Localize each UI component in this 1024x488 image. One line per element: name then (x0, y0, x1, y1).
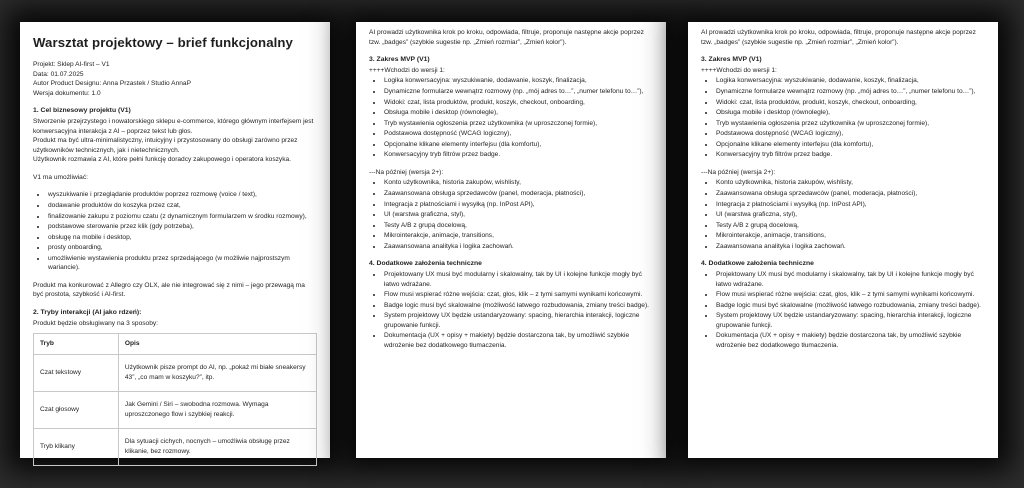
description-cell: Jak Gemini / Siri – swobodna rozmowa. Wymaga uproszczonego flow i szybkiej reakcji. (118, 391, 316, 428)
list-item: • Testy A/B z grupą docelową, (383, 221, 653, 231)
list-item: • Konwersacyjny tryb filtrów przez badge. (715, 150, 985, 160)
later-scope-list (701, 178, 985, 251)
section-1-heading: 1. Cel biznesowy projektu (V1) (33, 107, 131, 115)
document-meta (33, 60, 317, 98)
table-row (34, 391, 317, 428)
section-4-heading: 4. Dodatkowe założenia techniczne (369, 260, 482, 268)
list-item: • Opcjonalne klikane elementy interfejsu (dla komfortu), (715, 140, 985, 150)
list-item: • Podstawowa dostępność (WCAG logiczny), (715, 129, 985, 139)
v1-enable-list (33, 190, 317, 272)
list-item: • Logika konwersacyjna: wyszukiwanie, dodawanie, koszyk, finalizacja, (715, 76, 985, 86)
list-item: • Projektowany UX musi być modularny i skalowalny, tak by UI i kolejne funkcje mogły być łatwo wdrażane. (715, 270, 985, 289)
table-body (34, 354, 317, 465)
list-item: • Tryb wystawienia ogłoszenia przez użytkownika (w uproszczonej formie), (715, 119, 985, 129)
interaction-modes-table (33, 333, 317, 466)
v1-scope-label: ++++Wchodzi do wersji 1: (369, 66, 445, 74)
paragraph: Produkt ma być ultra-minimalistyczny, intuicyjny i przystosowany do obsługi zarówno przez użytkowników technicznych, jak i nietechnicznych. (33, 137, 298, 154)
list-item: • prosty onboarding, (47, 243, 317, 253)
list-item: • Dynamiczne formularze wewnątrz rozmowy (np. „mój adres to…”, „numer telefonu to…”), (383, 87, 653, 97)
list-item: • Konwersacyjny tryb filtrów przez badge. (383, 150, 653, 160)
section-1-paragraphs (33, 117, 317, 165)
list-item: • Zaawansowana obsługa sprzedawców (panel, moderacja, płatności), (383, 189, 653, 199)
list-item: • UI (warstwa graficzna, styl), (383, 210, 653, 220)
list-item: • Tryb wystawienia ogłoszenia przez użytkownika (w uproszczonej formie), (383, 119, 653, 129)
list-item: • System projektowy UX będzie ustandaryzowany: spacing, hierarchia interakcji, logiczne grupowanie funkcji. (715, 311, 985, 330)
list-item: • Zaawansowana analityka i logika zachowań. (715, 242, 985, 252)
technical-assumptions-list (701, 270, 985, 350)
meta-line: Data: 01.07.2025 (33, 70, 84, 78)
list-item: • finalizowanie zakupu z poziomu czatu (z dynamicznym formularzem w środku rozmowy), (47, 212, 317, 222)
later-scope-label: ---Na później (wersja 2+): (369, 168, 444, 176)
section-2-heading: 2. Tryby interakcji (AI jako rdzeń): (33, 308, 142, 316)
meta-line: Wersja dokumentu: 1.0 (33, 89, 101, 97)
later-scope-label: ---Na później (wersja 2+): (701, 168, 776, 176)
section-2-intro: Produkt będzie obsługiwany na 3 sposoby: (33, 319, 158, 327)
list-item: • Obsługa mobile i desktop (równolegle), (383, 108, 653, 118)
later-scope-list (369, 178, 653, 251)
section-4-heading: 4. Dodatkowe założenia techniczne (701, 260, 814, 268)
document-page-1[interactable] (20, 22, 330, 458)
paragraph: Użytkownik rozmawia z AI, które pełni funkcję doradcy zakupowego i operatora koszyka. (33, 156, 292, 164)
table-header-row (34, 334, 317, 355)
paragraph: Stworzenie przejrzystego i nowatorskiego sklepu e-commerce, którego głównym interfejsem jest konwersacyjna interakcja z AI – poprzez tekst lub głos. (33, 118, 314, 135)
section-3-heading: 3. Zakres MVP (V1) (369, 56, 430, 64)
list-item: • Badge logic musi być skalowalne (możliwość łatwego rozbudowania, zmiany treści badge). (383, 301, 653, 311)
document-page-3[interactable] (688, 22, 998, 458)
mode-cell: Czat głosowy (34, 391, 119, 428)
description-cell: Dla sytuacji cichych, nocnych – umożliwia obsługę przez klikanie, bez rozmowy. (118, 428, 316, 465)
list-item: • Dokumentacja (UX + opisy + makiety) będzie dostarczona tak, by umożliwić szybkie wdrożenie bez dodatkowego tłumaczenia. (715, 331, 985, 350)
list-item: • Widoki: czat, lista produktów, produkt, koszyk, checkout, onboarding, (383, 98, 653, 108)
v1-enable-label: V1 ma umożliwiać: (33, 173, 88, 181)
column-header-mode: Tryb (34, 334, 119, 355)
list-item: • podstawowe sterowanie przez klik (gdy potrzeba), (47, 222, 317, 232)
v1-scope-label: ++++Wchodzi do wersji 1: (701, 66, 777, 74)
list-item: • Dokumentacja (UX + opisy + makiety) będzie dostarczona tak, by umożliwić szybkie wdrożenie bez dodatkowego tłumaczenia. (383, 331, 653, 350)
meta-line: Autor Product Designu: Anna Przastek / Studio AnnaP (33, 80, 191, 88)
technical-assumptions-list (369, 270, 653, 350)
list-item: • Mikrointerakcje, animacje, transitions, (715, 231, 985, 241)
list-item: • Opcjonalne klikane elementy interfejsu (dla komfortu), (383, 140, 653, 150)
list-item: • wyszukiwanie i przeglądanie produktów poprzez rozmowę (voice / text), (47, 190, 317, 200)
list-item: • Mikrointerakcje, animacje, transitions, (383, 231, 653, 241)
list-item: • Logika konwersacyjna: wyszukiwanie, dodawanie, koszyk, finalizacja, (383, 76, 653, 86)
list-item: • System projektowy UX będzie ustandaryzowany: spacing, hierarchia interakcji, logiczne grupowanie funkcji. (383, 311, 653, 330)
table-row (34, 428, 317, 465)
mode-cell: Czat tekstowy (34, 354, 119, 391)
list-item: • Widoki: czat, lista produktów, produkt, koszyk, checkout, onboarding, (715, 98, 985, 108)
list-item: • Flow musi wspierać różne wejścia: czat, głos, klik – z tymi samymi wynikami końcowymi. (383, 290, 653, 300)
list-item: • obsługę na mobile i desktop, (47, 233, 317, 243)
section-3-heading: 3. Zakres MVP (V1) (701, 56, 762, 64)
list-item: • UI (warstwa graficzna, styl), (715, 210, 985, 220)
description-cell: Użytkownik pisze prompt do AI, np. „pokaż mi białe sneakersy 43”, „co mam w koszyku?”, itp. (118, 354, 316, 391)
list-item: • umożliwienie wystawienia produktu przez sprzedającego (w możliwie najprostszym wariancie). (47, 254, 317, 273)
list-item: • Dynamiczne formularze wewnątrz rozmowy (np. „mój adres to…”, „numer telefonu to…”), (715, 87, 985, 97)
list-item: • Zaawansowana analityka i logika zachowań. (383, 242, 653, 252)
ai-intro-paragraph: AI prowadzi użytkownika krok po kroku, odpowiada, filtruje, proponuje następne akcje poprzez tzw. „badges” (szybkie sugestie np. „Zmień rozmiar”, „Zmień kolor”). (701, 29, 976, 46)
list-item: • Testy A/B z grupą docelową, (715, 221, 985, 231)
meta-line: Projekt: Sklep AI-first – V1 (33, 61, 110, 69)
list-item: • Integracja z płatnościami i wysyłką (np. InPost API), (715, 200, 985, 210)
column-header-description: Opis (118, 334, 316, 355)
compete-paragraph: Produkt ma konkurować z Allegro czy OLX, ale nie integrować się z nimi – jego przewagą ma być prostota, szybkość i AI-first. (33, 281, 305, 299)
v1-scope-list (701, 76, 985, 159)
page-title: Warsztat projektowy – brief funkcjonalny (33, 35, 293, 50)
list-item: • Flow musi wspierać różne wejścia: czat, głos, klik – z tymi samymi wynikami końcowymi. (715, 290, 985, 300)
list-item: • Obsługa mobile i desktop (równolegle), (715, 108, 985, 118)
list-item: • Badge logic musi być skalowalne (możliwość łatwego rozbudowania, zmiany treści badge). (715, 301, 985, 311)
v1-scope-list (369, 76, 653, 159)
list-item: • dodawanie produktów do koszyka przez czat, (47, 201, 317, 211)
list-item: • Konto użytkownika, historia zakupów, wishlisty, (383, 178, 653, 188)
ai-intro-paragraph: AI prowadzi użytkownika krok po kroku, odpowiada, filtruje, proponuje następne akcje poprzez tzw. „badges” (szybkie sugestie np. „Zmień rozmiar”, „Zmień kolor”). (369, 29, 644, 46)
list-item: • Konto użytkownika, historia zakupów, wishlisty, (715, 178, 985, 188)
document-page-2[interactable] (356, 22, 666, 458)
list-item: • Podstawowa dostępność (WCAG logiczny), (383, 129, 653, 139)
list-item: • Integracja z płatnościami i wysyłką (np. InPost API), (383, 200, 653, 210)
table-row (34, 354, 317, 391)
mode-cell: Tryb klikany (34, 428, 119, 465)
list-item: • Projektowany UX musi być modularny i skalowalny, tak by UI i kolejne funkcje mogły być łatwo wdrażane. (383, 270, 653, 289)
list-item: • Zaawansowana obsługa sprzedawców (panel, moderacja, płatności), (715, 189, 985, 199)
